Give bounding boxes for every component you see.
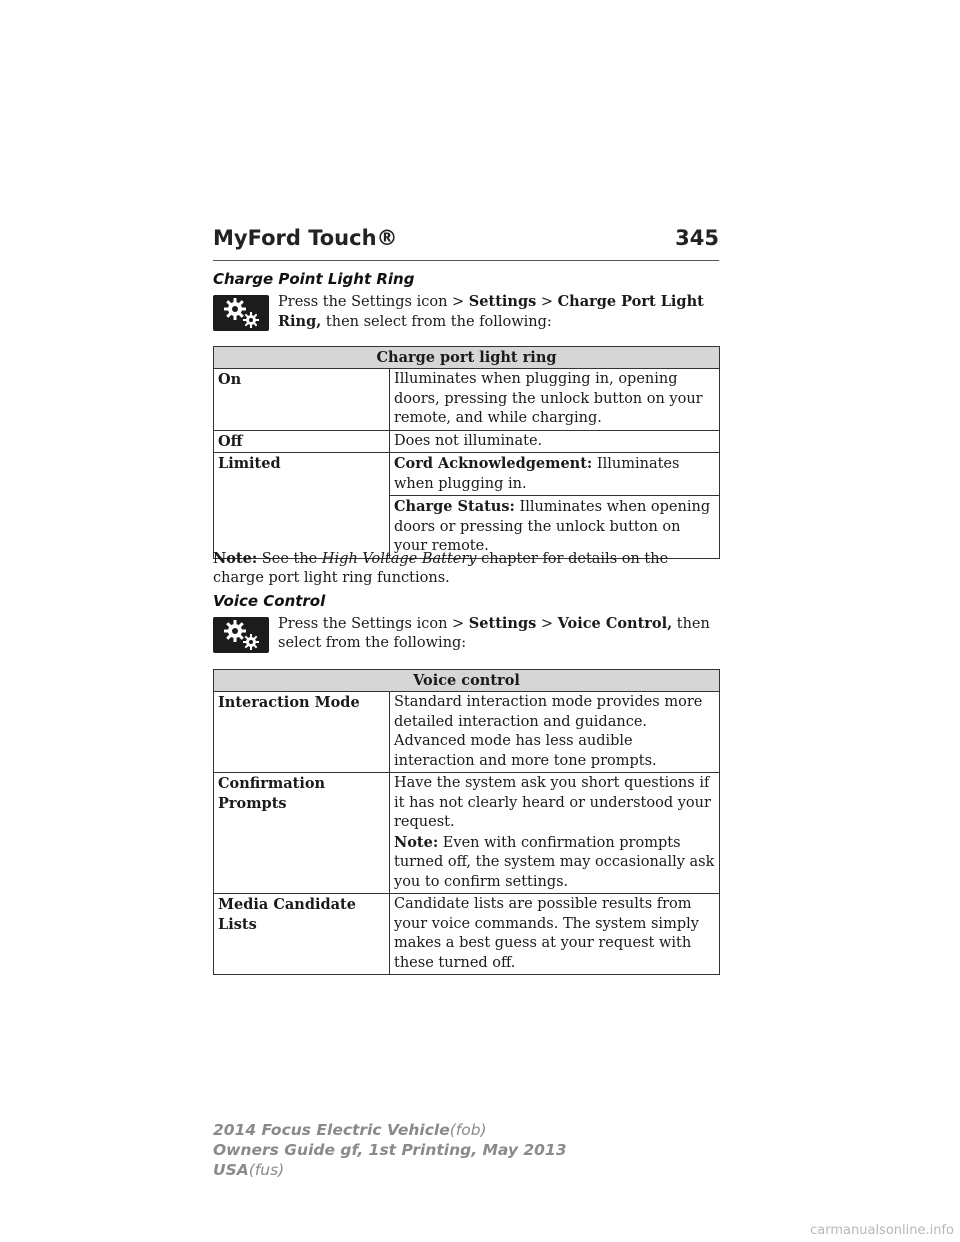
settings-gear-icon bbox=[213, 617, 269, 653]
page-number: 345 bbox=[675, 226, 719, 250]
charge-port-light-ring-table bbox=[213, 346, 720, 559]
note-high-voltage-battery: Note: See the High Voltage Battery chapter for details on the charge port light ring functions. bbox=[213, 550, 669, 586]
description-cell: Charge Status: Illuminates when opening doors or pressing the unlock button on your remote. bbox=[390, 496, 720, 559]
table-row bbox=[214, 369, 720, 431]
description-cell: Have the system ask you short questions if it has not clearly heard or understood your request. Note: Even with confirmation prompts turned off, the system may occasionally ask you to confirm settings. bbox=[390, 773, 720, 894]
option-cell: Off bbox=[214, 430, 390, 453]
description-cell: Illuminates when plugging in, opening doors, pressing the unlock button on your remote, and while charging. bbox=[390, 369, 720, 431]
table-row bbox=[214, 692, 720, 773]
description-cell: Standard interaction mode provides more detailed interaction and guidance. Advanced mode has less audible interaction and more tone prompts. bbox=[390, 692, 720, 773]
option-cell: On bbox=[214, 369, 390, 431]
table-row bbox=[214, 894, 720, 975]
settings-gear-icon bbox=[213, 295, 269, 331]
chapter-title: MyFord Touch® bbox=[213, 226, 398, 250]
instruction-charge-port: Press the Settings icon > Settings > Charge Port Light Ring, then select from the following: bbox=[278, 293, 704, 330]
option-cell: Media Candidate Lists bbox=[214, 894, 390, 975]
description-cell: Does not illuminate. bbox=[390, 430, 720, 453]
table-row bbox=[214, 773, 720, 894]
option-cell: Confirmation Prompts bbox=[214, 773, 390, 894]
option-cell: Interaction Mode bbox=[214, 692, 390, 773]
voice-control-table bbox=[213, 669, 720, 975]
table-row bbox=[214, 430, 720, 453]
table-header: Voice control bbox=[214, 670, 720, 692]
page-header bbox=[213, 226, 719, 261]
watermark: carmanualsonline.info bbox=[810, 1223, 954, 1238]
section-heading-voice-control: Voice Control bbox=[213, 592, 326, 610]
option-cell: Limited bbox=[214, 453, 390, 559]
table-header: Charge port light ring bbox=[214, 347, 720, 369]
description-cell: Cord Acknowledgement: Illuminates when plugging in. bbox=[390, 453, 720, 496]
table-row bbox=[214, 453, 720, 496]
document-footer: 2014 Focus Electric Vehicle(fob) Owners Guide gf, 1st Printing, May 2013 USA(fus) bbox=[213, 1121, 567, 1179]
instruction-voice-control: Press the Settings icon > Settings > Voice Control, then select from the following: bbox=[278, 615, 710, 651]
section-heading-charge-point-light-ring: Charge Point Light Ring bbox=[213, 270, 415, 288]
description-cell: Candidate lists are possible results from your voice commands. The system simply makes a best guess at your request with these turned off. bbox=[390, 894, 720, 975]
